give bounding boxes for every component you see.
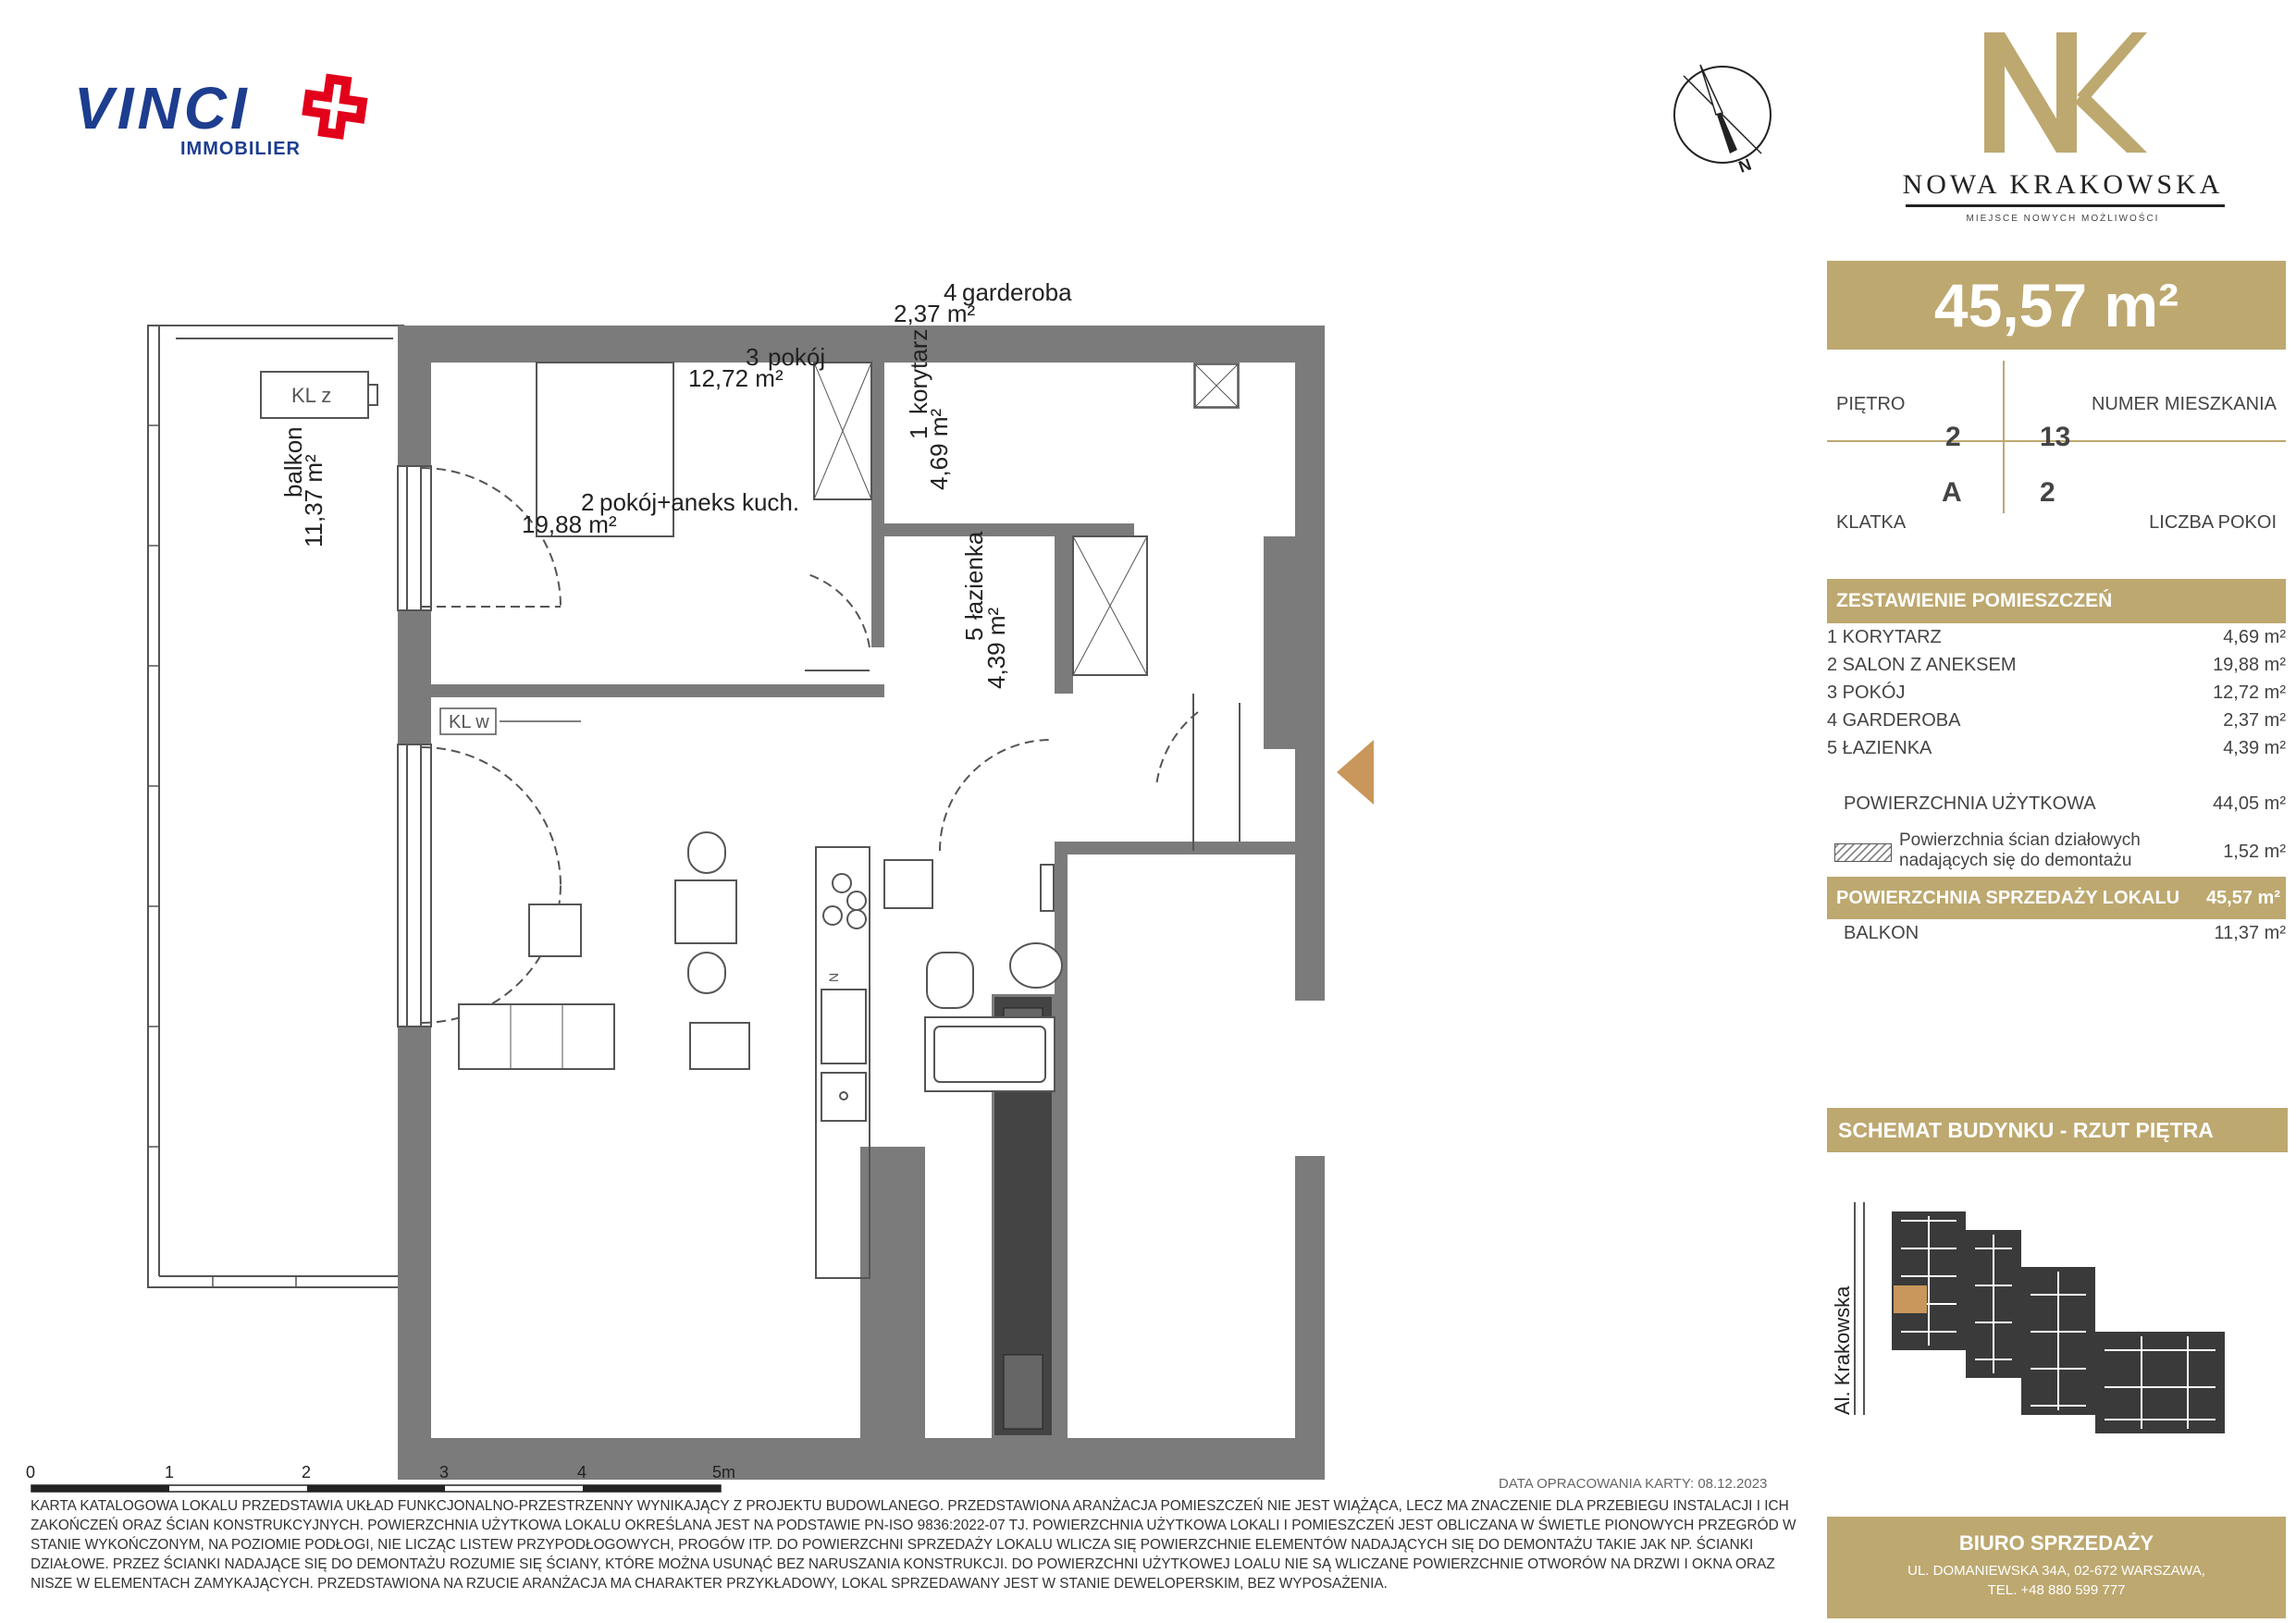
flat-info <box>1827 350 2286 535</box>
rooms-table-title: ZESTAWIENIE POMIESZCZEŃ <box>1827 579 2286 623</box>
entrance-door <box>940 694 1240 851</box>
rooms-count-label: LICZBA POKOI <box>2149 512 2277 533</box>
walls-label-2: nadających się do demontażu <box>1899 851 2132 870</box>
fridge-label: N <box>826 972 841 982</box>
scale-tick-0: 0 <box>26 1463 36 1482</box>
room-row-area: 19,88 m² <box>2213 655 2286 675</box>
room-row-area: 2,37 m² <box>2223 710 2286 731</box>
room1-number: 1 <box>905 425 932 439</box>
building-schema <box>1827 1193 2290 1443</box>
stairs-value: A <box>1942 477 1962 508</box>
flat-number-label: NUMER MIESZKANIA <box>2091 394 2277 414</box>
sale-area-row <box>1827 877 2286 919</box>
windows <box>398 466 431 1027</box>
vinci-cross-icon <box>298 76 381 150</box>
project-name: NOWA KRAKOWSKA <box>1902 169 2224 200</box>
room-row-name: 1 KORYTARZ <box>1827 627 1942 647</box>
room2-name: pokój+aneks kuch. <box>599 488 800 516</box>
floor-plan <box>130 278 1591 1498</box>
vinci-logo <box>74 74 389 166</box>
room-row <box>1827 627 2286 655</box>
sales-office-phone: TEL. +48 880 599 777 <box>1987 1582 2126 1598</box>
walls-label-1: Powierzchnia ścian działowych <box>1899 830 2141 850</box>
card-date: DATA OPRACOWANIA KARTY: 08.12.2023 <box>1499 1476 1768 1492</box>
entrance-marker-icon <box>1337 740 1374 805</box>
room1-name: korytarz <box>905 328 932 414</box>
disclaimer <box>31 1496 1816 1593</box>
balcony-railing <box>148 425 296 1287</box>
usable-area-value: 44,05 m² <box>2213 793 2286 814</box>
klz-label: KL z <box>291 384 332 407</box>
total-area-box: 45,57 m² <box>1827 261 2286 350</box>
sale-area-value: 45,57 m² <box>2205 888 2280 908</box>
sales-office-address: UL. DOMANIEWSKA 34A, 02-672 WARSZAWA, <box>1907 1563 2205 1579</box>
nk-monogram-icon <box>1975 23 2151 162</box>
hatch-swatch-icon <box>1834 843 1892 862</box>
bathroom-fixtures <box>884 860 1062 1091</box>
room3-name: pokój <box>768 343 826 371</box>
vinci-wordmark: VINCI <box>74 75 251 141</box>
balcony-value: 11,37 m² <box>2214 923 2286 943</box>
armchair <box>529 904 581 956</box>
room5-number: 5 <box>960 627 988 641</box>
disclaimer-line: KARTA KATALOGOWA LOKALU PRZEDSTAWIA UKŁAD FUNKCJONALNO-PRZESTRZENNY WYNIKAJĄCY Z PROJEKTU BUDOWLANEGO. PRZEDSTAWIONA ARANŻACJA POMIESZCZEŃ NIE JEST WIĄŻĄCA, LECZ MA ZNACZENIE DLA PRZEBIEGU INSTALACJI I ICH <box>31 1498 1789 1514</box>
scale-bar <box>26 1459 784 1496</box>
scale-tick-2: 2 <box>302 1463 312 1482</box>
disclaimer-line: STANIE WYKOŃCZONYM, NA POZIOMIE PODŁOGI, NIE LICZĄC LISTEW PRZYPODŁOGOWYCH, PROGÓW ITP. DO POWIERZCHNI SPRZEDAŻY LOKALU WLICZA SIĘ POWIERZCHNIE ELEMENTÓW NADAJĄCYCH SIĘ DO DEMONTAŻU TAKIE JAK NP. ŚCIANKI <box>31 1537 1754 1553</box>
walls-row <box>1827 830 2286 877</box>
balcony-label: BALKON <box>1844 923 1920 943</box>
room4-area: 2,37 m² <box>894 300 976 327</box>
room-row <box>1827 655 2286 682</box>
compass-icon <box>1665 57 1785 178</box>
project-tagline: MIEJSCE NOWYCH MOŻLIWOŚCI <box>1966 214 2160 224</box>
room-row-area: 4,39 m² <box>2223 738 2286 758</box>
scale-tick-5: 5m <box>712 1463 736 1482</box>
stairs-label: KLATKA <box>1836 512 1907 533</box>
room-row-area: 4,69 m² <box>2223 627 2286 647</box>
balcony-name: balkon <box>279 426 307 498</box>
vinci-subtitle: IMMOBILIER <box>180 139 301 159</box>
scale-tick-4: 4 <box>577 1463 587 1482</box>
room3-number: 3 <box>746 343 759 371</box>
floor-label: PIĘTRO <box>1836 394 1906 414</box>
info-vertical-divider <box>2003 361 2005 513</box>
nowa-krakowska-logo <box>1896 23 2229 236</box>
room-row-name: 4 GARDEROBA <box>1827 710 1961 731</box>
floor-value: 2 <box>1945 422 1961 452</box>
building-schema-title: SCHEMAT BUDYNKU - RZUT PIĘTRA <box>1827 1108 2288 1152</box>
sale-area-label: POWIERZCHNIA SPRZEDAŻY LOKALU <box>1836 888 2180 908</box>
room-row-area: 12,72 m² <box>2213 682 2286 703</box>
room1-area: 4,69 m² <box>925 408 953 490</box>
room2-number: 2 <box>581 488 595 516</box>
room-row-name: 2 SALON Z ANEKSEM <box>1827 655 2017 675</box>
room-row <box>1827 710 2286 738</box>
room-row-name: 5 ŁAZIENKA <box>1827 738 1932 758</box>
disclaimer-line: NISZE W ELEMENTACH ZAMYKAJĄCYCH. PRZEDSTAWIONA NA RZUCIE ARANŻACJA MA CHARAKTER PRZYKŁADOWY, LOKAL SPRZEDAWANY JEST W STANIE DEWELOPERSKIM, BEZ WYPOSAŻENIA. <box>31 1576 1388 1592</box>
room2-area: 19,88 m² <box>522 510 617 538</box>
flat-number-value: 13 <box>2040 422 2071 452</box>
scale-tick-1: 1 <box>165 1463 175 1482</box>
room-row <box>1827 738 2286 766</box>
usable-area-row <box>1827 793 2286 821</box>
disclaimer-line: DZIAŁOWE. PRZEZ ŚCIANKI NADAJĄCE SIĘ DO DEMONTAŻU ROZUMIE SIĘ ŚCIANY, KTÓRE MOŻNA USUNĄĆ BEZ NARUSZANIA KONSTRUKCJI. DO POWIERZCHNI UŻYTKOWEJ LOALU NIE SĄ WLICZANE POWIERZCHNIE OTWORÓW NA DRZWI I OKNA ORAZ <box>31 1556 1775 1572</box>
balcony-row <box>1827 923 2286 951</box>
room5-name: łazienka <box>960 531 988 620</box>
sofa <box>459 1004 614 1069</box>
sales-office-title: BIURO SPRZEDAŻY <box>1958 1531 2154 1555</box>
usable-area-label: POWIERZCHNIA UŻYTKOWA <box>1844 793 2096 814</box>
room4-number: 4 <box>944 278 957 306</box>
room-row <box>1827 682 2286 710</box>
disclaimer-line: ZAKOŃCZEŃ ORAZ ŚCIAN KONSTRUKCYJNYCH. POWIERZCHNIA UŻYTKOWA LOKALU OKREŚLANA JEST NA PODSTAWIE PN-ISO 9836:2022-07 TJ. POWIERZCHNIA UŻYTKOWA LOKALI I POMIESZCZEŃ JEST OBLICZANA W ŚWIETLE PIONOWYCH PRZEGRÓD W <box>31 1518 1796 1533</box>
logo-divider <box>1906 204 2225 207</box>
room5-area: 4,39 m² <box>982 607 1010 689</box>
balcony-area: 11,37 m² <box>300 454 327 547</box>
walls-value: 1,52 m² <box>2223 842 2286 862</box>
dining-table <box>675 880 736 943</box>
balcony-outline <box>148 326 403 1287</box>
compass-north-label: N <box>1735 154 1754 177</box>
scale-tick-3: 3 <box>439 1463 450 1482</box>
klw-label: KL w <box>449 712 489 732</box>
room-row-name: 3 POKÓJ <box>1827 682 1906 703</box>
rooms-count-value: 2 <box>2040 477 2055 508</box>
room3-area: 12,72 m² <box>688 364 784 392</box>
room4-name: garderoba <box>962 278 1072 306</box>
sales-office <box>1827 1517 2286 1618</box>
street-label: Al. Krakowska <box>1831 1285 1854 1415</box>
flat-location-highlight <box>1894 1285 1927 1313</box>
